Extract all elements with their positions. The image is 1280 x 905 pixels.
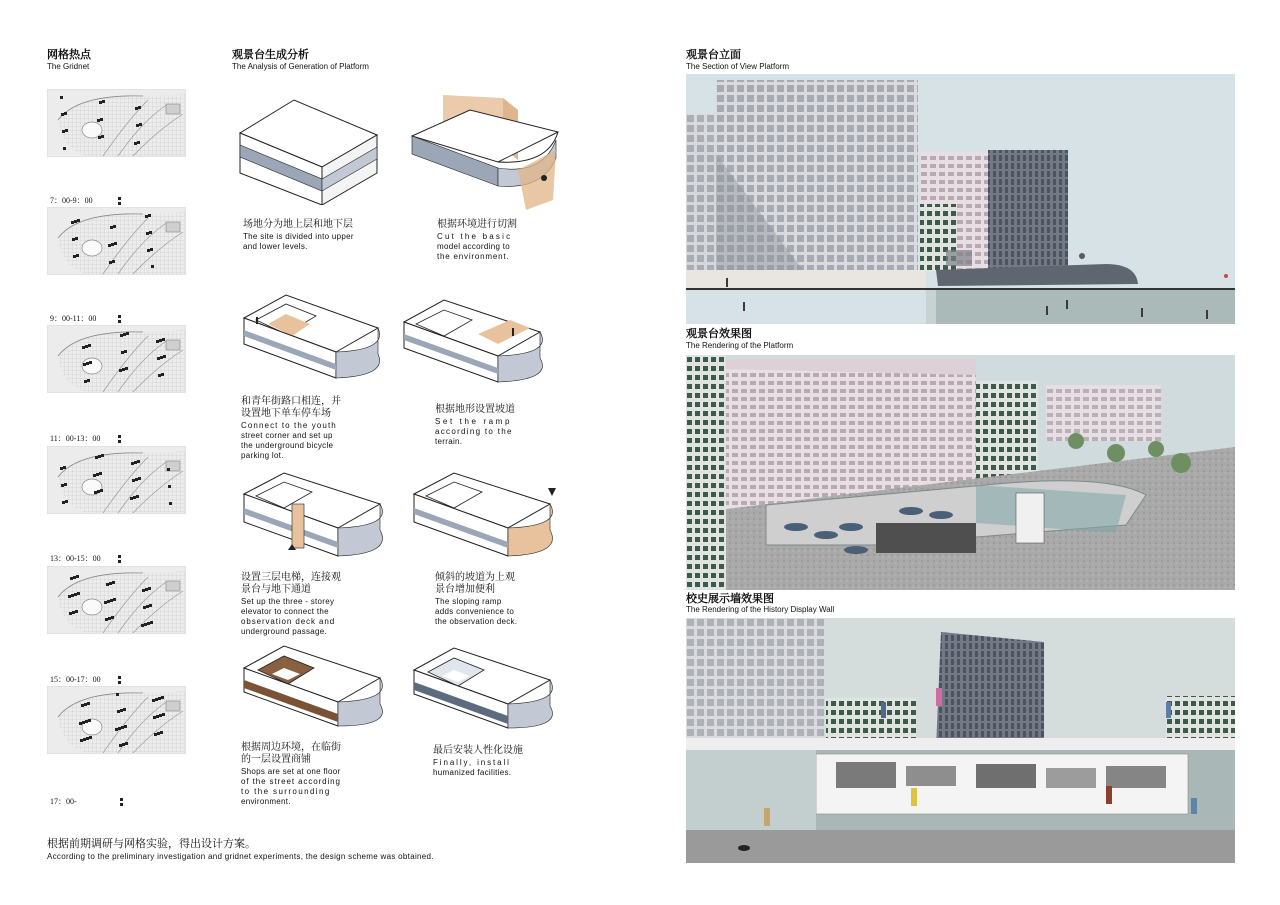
step6-caption-cn-2: 景台增加便利 bbox=[435, 584, 495, 595]
step6-caption-en-1: The sloping ramp bbox=[435, 597, 502, 606]
step3-caption-en-3: the underground bicycle bbox=[241, 441, 334, 450]
section-title-en: The Section of View Platform bbox=[686, 62, 790, 71]
gridnet-time-label: 15：00-17：00 bbox=[50, 675, 101, 684]
step2-caption-en-2: model according to bbox=[437, 242, 510, 251]
step8-caption-cn: 最后安装人性化设施 bbox=[433, 745, 523, 756]
step7-caption-cn-2: 的一层设置商铺 bbox=[241, 754, 311, 765]
step7-caption-en-4: environment. bbox=[241, 797, 291, 806]
gridnet-legend-icon bbox=[120, 797, 124, 807]
gridnet-legend-icon bbox=[118, 196, 122, 206]
gridnet-legend-icon bbox=[118, 434, 122, 444]
step3-caption-cn-2: 设置地下单车停车场 bbox=[241, 408, 331, 419]
gridnet-title-cn: 网格热点 bbox=[47, 49, 91, 61]
gridnet-legend-icon bbox=[118, 675, 122, 685]
section-title-cn: 观景台立面 bbox=[686, 49, 741, 61]
step1-caption-en-1: The site is divided into upper bbox=[243, 232, 354, 241]
gridnet-map-panel bbox=[47, 566, 186, 634]
step2-caption-cn: 根据环境进行切割 bbox=[437, 219, 517, 230]
conclusion-en: According to the preliminary investigation and gridnet experiments, the design scheme was obtained. bbox=[47, 852, 434, 861]
gridnet-map-panel bbox=[47, 686, 186, 754]
step5-caption-en-2: elevator to connect the bbox=[241, 607, 329, 616]
step1-caption-en-2: and lower levels. bbox=[243, 242, 308, 251]
gridnet-time-label: 11：00-13：00 bbox=[50, 434, 101, 443]
step2-caption-en-1: Cut the basic bbox=[437, 232, 513, 241]
step4-caption-en-1: Set the ramp bbox=[435, 417, 513, 426]
step7-caption-cn-1: 根据周边环境，在临街 bbox=[241, 742, 341, 753]
step8-caption-en-2: humanized facilities. bbox=[433, 768, 512, 777]
history-wall-image bbox=[686, 618, 1235, 863]
step3-caption-cn-1: 和青年街路口相连，并 bbox=[241, 396, 341, 407]
step5-caption-cn-1: 设置三层电梯，连接观 bbox=[241, 572, 341, 583]
step7-diagram bbox=[238, 640, 388, 740]
step6-caption-en-2: adds convenience to bbox=[435, 607, 515, 616]
gridnet-legend-icon bbox=[118, 554, 122, 564]
gridnet-map-panel bbox=[47, 89, 186, 157]
step5-caption-en-1: Set up the three - storey bbox=[241, 597, 335, 606]
analysis-title-cn: 观景台生成分析 bbox=[232, 49, 309, 61]
rendering-title-cn: 观景台效果图 bbox=[686, 328, 752, 340]
step4-diagram bbox=[398, 292, 556, 397]
gridnet-time-label: 9：00-11：00 bbox=[50, 314, 97, 323]
step4-caption-cn: 根据地形设置坡道 bbox=[435, 404, 515, 415]
step8-diagram bbox=[408, 642, 563, 742]
gridnet-time-label: 7：00-9：00 bbox=[50, 196, 93, 205]
step5-caption-cn-2: 景台与地下通道 bbox=[241, 584, 311, 595]
step1-caption-cn: 场地分为地上层和地下层 bbox=[243, 219, 353, 230]
gridnet-title-en: The Gridnet bbox=[47, 62, 90, 71]
step5-diagram bbox=[238, 468, 388, 568]
history-title-cn: 校史展示墙效果图 bbox=[686, 593, 774, 605]
step6-caption-en-3: the observation deck. bbox=[435, 617, 518, 626]
gridnet-time-label: 17：00- bbox=[50, 797, 77, 806]
step8-caption-en-1: Finally, install bbox=[433, 758, 511, 767]
step4-caption-en-2: according to the bbox=[435, 427, 513, 436]
step3-caption-en-4: parking lot. bbox=[241, 451, 284, 460]
step6-caption-cn-1: 倾斜的坡道为上观 bbox=[435, 572, 515, 583]
gridnet-map-panel bbox=[47, 325, 186, 393]
step6-diagram bbox=[408, 468, 563, 568]
step5-caption-en-3: observation deck and bbox=[241, 617, 336, 626]
step3-caption-en-2: street corner and set up bbox=[241, 431, 333, 440]
gridnet-map-panel bbox=[47, 446, 186, 514]
step2-diagram bbox=[408, 90, 568, 215]
step5-caption-en-4: underground passage. bbox=[241, 627, 328, 636]
gridnet-time-label: 13：00-15：00 bbox=[50, 554, 101, 563]
step7-caption-en-3: to the surrounding bbox=[241, 787, 331, 796]
step4-caption-en-3: terrain. bbox=[435, 437, 463, 446]
step3-caption-en-1: Connect to the youth bbox=[241, 421, 337, 430]
step1-diagram bbox=[232, 95, 382, 205]
analysis-title-en: The Analysis of Generation of Platform bbox=[232, 62, 369, 71]
gridnet-legend-icon bbox=[118, 314, 122, 324]
step7-caption-en-1: Shops are set at one floor bbox=[241, 767, 341, 776]
rendering-title-en: The Rendering of the Platform bbox=[686, 341, 794, 350]
gridnet-map-panel bbox=[47, 207, 186, 275]
step3-diagram bbox=[238, 290, 383, 395]
step2-caption-en-3: the environment. bbox=[437, 252, 510, 261]
history-title-en: The Rendering of the History Display Wall bbox=[686, 605, 835, 614]
conclusion-cn: 根据前期调研与网格实验，得出设计方案。 bbox=[47, 838, 256, 850]
platform-rendering-image bbox=[686, 355, 1235, 590]
section-image bbox=[686, 74, 1235, 324]
step7-caption-en-2: of the street according bbox=[241, 777, 341, 786]
